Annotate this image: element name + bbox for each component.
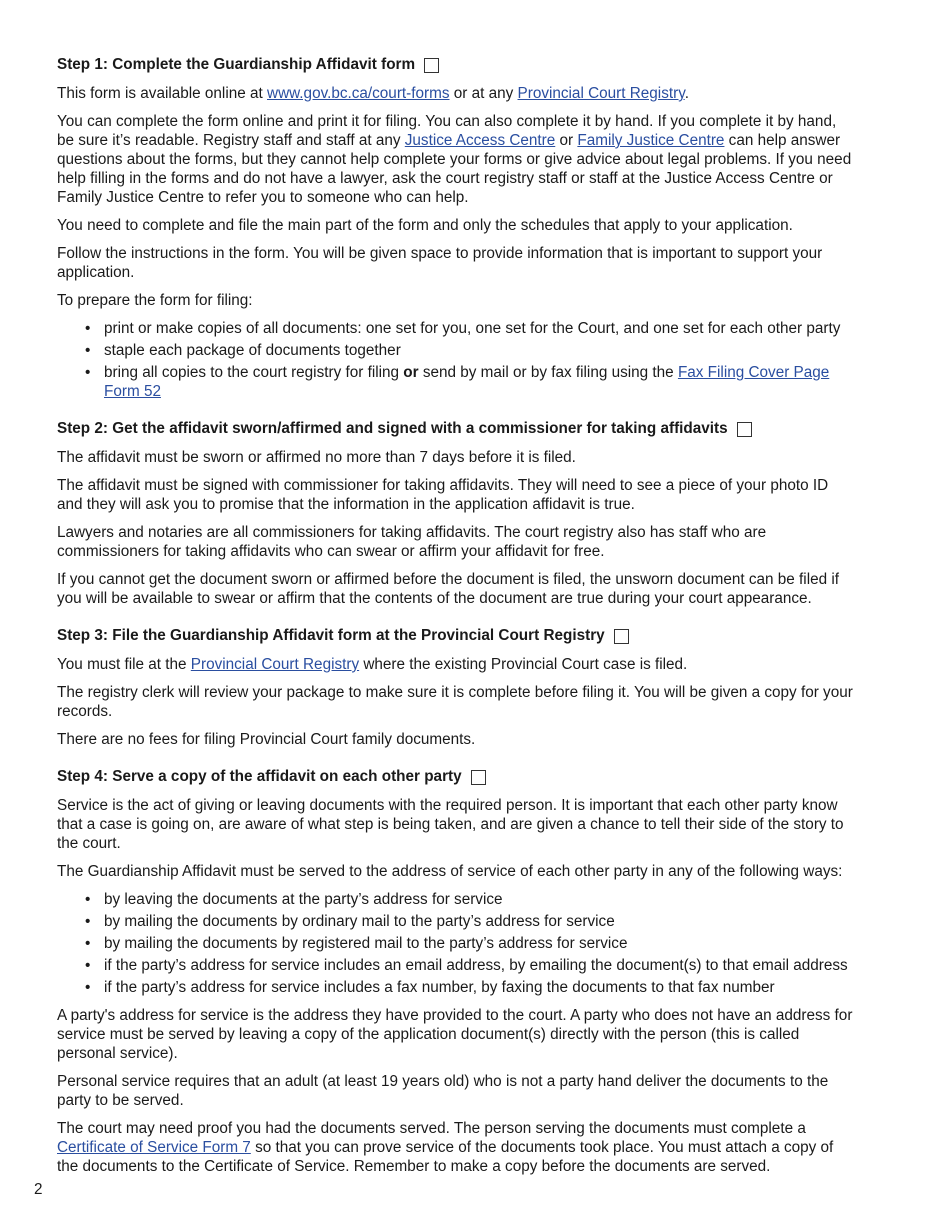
list-item: • staple each package of documents together [85, 341, 857, 360]
fax-filing-cover-page-link[interactable]: Fax Filing Cover Page Form 52 [104, 364, 830, 400]
provincial-court-registry-link-2[interactable]: Provincial Court Registry [190, 656, 360, 673]
step-3-paragraph-1: You must file at the Provincial Court Registry where the existing Provincial Court case is filed. [57, 656, 688, 673]
step-3-section [57, 626, 857, 749]
step-1-paragraph-schedules: You need to complete and file the main part of the form and only the schedules that apply to your application. [57, 217, 793, 234]
step-4-paragraph-1: Service is the act of giving or leaving documents with the required person. It is important that each other party know that a case is going on, are aware of what step is being taken, and are given a chance to tell their side of the story to the court. [57, 797, 844, 852]
step-3-title: Step 3: File the Guardianship Affidavit form at the Provincial Court Registry [57, 627, 605, 644]
justice-access-centre-link[interactable]: Justice Access Centre [404, 132, 556, 149]
step-4-paragraph-3: A party's address for service is the address they have provided to the court. A party who does not have an address for service must be served by leaving a copy of the application document(s) directly with the person (this is called personal service). [57, 1007, 853, 1062]
list-item: • if the party’s address for service includes an email address, by emailing the document(s) to that email address [85, 956, 857, 975]
document-page [57, 55, 857, 1185]
step-4-section [57, 767, 857, 1176]
step-1-heading [57, 55, 857, 75]
step-2-checkbox[interactable] [737, 422, 752, 437]
step-4-bullet-list [57, 890, 857, 997]
list-item: • by leaving the documents at the party’s address for service [85, 890, 857, 909]
provincial-court-registry-link[interactable]: Provincial Court Registry [517, 85, 685, 102]
step-4-checkbox[interactable] [471, 770, 486, 785]
step-3-paragraph-3: There are no fees for filing Provincial Court family documents. [57, 731, 476, 748]
step-2-heading [57, 419, 857, 439]
list-item: • if the party’s address for service includes a fax number, by faxing the documents to that fax number [85, 978, 857, 997]
step-3-heading [57, 626, 857, 646]
step-2-paragraph-2: The affidavit must be signed with commissioner for taking affidavits. They will need to see a piece of your photo ID and they will ask you to promise that the information in the application affidavit is true. [57, 477, 829, 513]
step-1-section [57, 55, 857, 401]
list-item: • by mailing the documents by registered mail to the party’s address for service [85, 934, 857, 953]
list-item: • by mailing the documents by ordinary mail to the party’s address for service [85, 912, 857, 931]
family-justice-centre-link[interactable]: Family Justice Centre [577, 132, 725, 149]
step-1-paragraph-help: You can complete the form online and print it for filing. You can also complete it by hand. If you complete it by hand, be sure it’s readable. Registry staff and staff at any Justice Access Centre or Family Justice Centre can help answer questions about the forms, but they cannot help complete your forms or give advice about legal problems. If you need help filling in the forms and do not have a lawyer, ask the court registry staff or staff at the Justice Access Centre or Family Justice Centre to refer you to someone who can help. [57, 113, 852, 206]
step-4-heading [57, 767, 857, 787]
step-4-paragraph-4: Personal service requires that an adult (at least 19 years old) who is not a party hand deliver the documents to the party to be served. [57, 1073, 829, 1109]
step-1-bullet-list [57, 319, 857, 401]
step-1-paragraph-availability: This form is available online at www.gov.bc.ca/court-forms or at any Provincial Court Registry. [57, 85, 689, 102]
step-1-paragraph-prepare: To prepare the form for filing: [57, 292, 253, 309]
step-4-paragraph-5: The court may need proof you had the documents served. The person serving the documents must complete a Certificate of Service Form 7 so that you can prove service of the documents took place. You must attach a copy of the documents to the Certificate of Service. Remember to make a copy before the documents are served. [57, 1120, 834, 1175]
step-2-paragraph-4: If you cannot get the document sworn or affirmed before the document is filed, the unsworn document can be filed if you will be available to swear or affirm that the contents of the document are true during your court appearance. [57, 571, 840, 607]
step-4-title: Step 4: Serve a copy of the affidavit on each other party [57, 768, 462, 785]
step-1-paragraph-instructions: Follow the instructions in the form. You will be given space to provide information that is important to support your application. [57, 245, 823, 281]
list-item: • bring all copies to the court registry for filing or send by mail or by fax filing using the Fax Filing Cover Page Form 52 [85, 363, 857, 401]
step-1-title: Step 1: Complete the Guardianship Affidavit form [57, 56, 416, 73]
step-1-checkbox[interactable] [424, 58, 439, 73]
step-4-paragraph-2: The Guardianship Affidavit must be served to the address of service of each other party in any of the following ways: [57, 863, 843, 880]
list-item: • print or make copies of all documents: one set for you, one set for the Court, and one set for each other party [85, 319, 857, 338]
step-3-paragraph-2: The registry clerk will review your package to make sure it is complete before filing it. You will be given a copy for your records. [57, 684, 853, 720]
step-2-section [57, 419, 857, 608]
step-3-checkbox[interactable] [614, 629, 629, 644]
step-2-paragraph-1: The affidavit must be sworn or affirmed no more than 7 days before it is filed. [57, 449, 576, 466]
court-forms-link[interactable]: www.gov.bc.ca/court-forms [267, 85, 450, 102]
certificate-of-service-link[interactable]: Certificate of Service Form 7 [57, 1139, 251, 1156]
step-2-paragraph-3: Lawyers and notaries are all commissioners for taking affidavits. The court registry also has staff who are commissioners for taking affidavits who can swear or affirm your affidavit for free. [57, 524, 767, 560]
step-2-title: Step 2: Get the affidavit sworn/affirmed and signed with a commissioner for taking affidavits [57, 420, 728, 437]
page-number: 2 [34, 1181, 43, 1198]
